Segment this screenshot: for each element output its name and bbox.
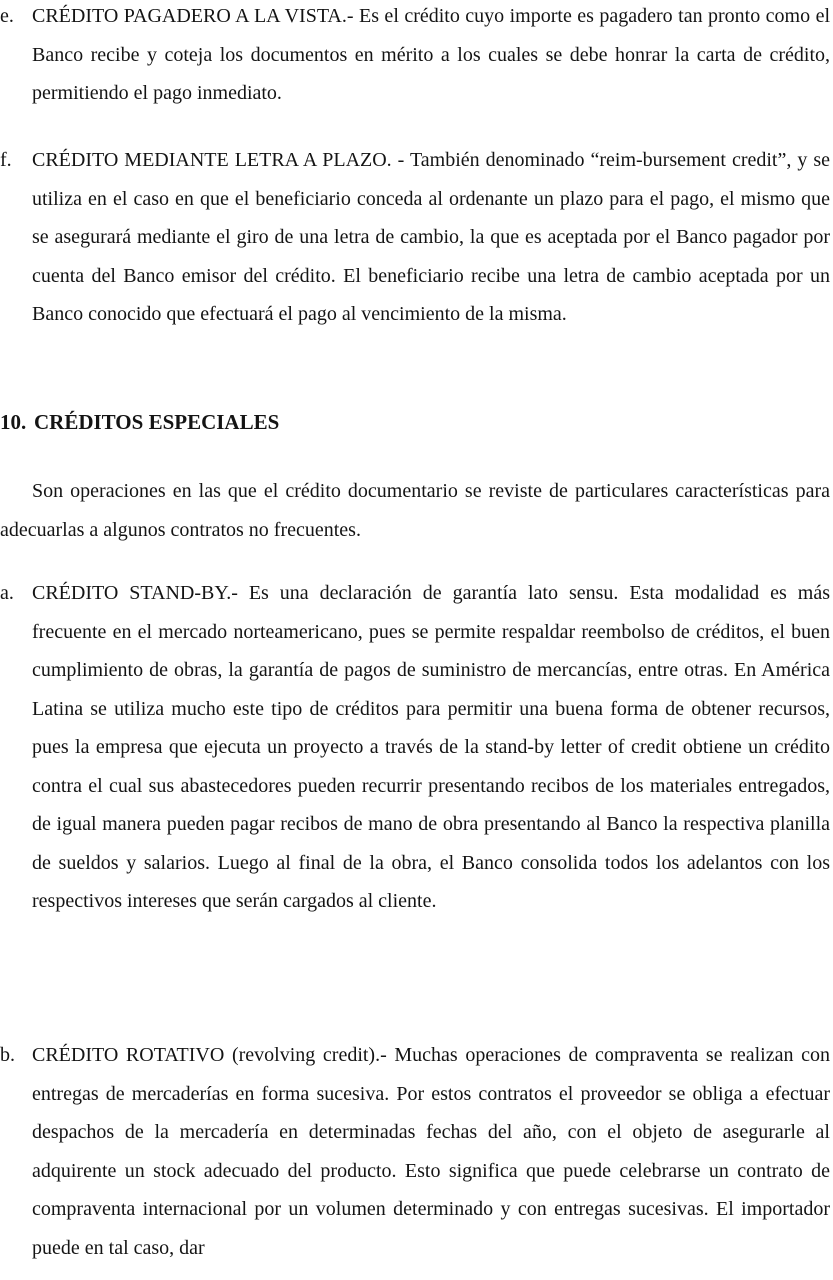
list-item-b [0, 1036, 830, 1267]
list-item-text: CRÉDITO ROTATIVO (revolving credit).- Muchas operaciones de compraventa se realizan con entregas de mercaderías en forma sucesiva. Por estos contratos el proveedor se obliga a efectuar despachos de la mercadería en determinadas fechas del año, con el objeto de asegurarle al adquirente un stock adecuado del producto. Esto significa que puede celebrarse un contrato de compraventa internacional por un volumen determinado y con entregas sucesivas. El importador puede en tal caso, dar [32, 1044, 830, 1259]
list-item-text: CRÉDITO MEDIANTE LETRA A PLAZO. - También denominado “reim-bursement credit”, y se utiliza en el caso en que el beneficiario conceda al ordenante un plazo para el pago, el mismo que se asegurará mediante el giro de una letra de cambio, la que es aceptada por el Banco pagador por cuenta del Banco emisor del crédito. El beneficiario recibe una letra de cambio aceptada por un Banco conocido que efectuará el pago al vencimiento de la misma. [32, 149, 830, 325]
section-title: CRÉDITOS ESPECIALES [34, 410, 280, 434]
section-number: 10. [0, 410, 27, 434]
list-item-text: CRÉDITO STAND-BY.- Es una declaración de garantía lato sensu. Esta modalidad es más frecuente en el mercado norteamericano, pues se permite respaldar reembolso de créditos, el buen cumplimiento de obras, la garantía de pagos de suministro de mercancías, entre otras. En América Latina se utiliza mucho este tipo de créditos para permitir una buena forma de obtener recursos, pues la empresa que ejecuta un proyecto a través de la stand-by letter of credit obtiene un crédito contra el cual sus abastecedores pueden recurrir presentando recibos de los materiales entregados, de igual manera pueden pagar recibos de mano de obra presentando al Banco la respectiva planilla de sueldos y salarios. Luego al final de la obra, el Banco consolida todos los adelantos con los respectivos intereses que serán cargados al cliente. [32, 582, 830, 912]
list-item-text: CRÉDITO PAGADERO A LA VISTA.- Es el crédito cuyo importe es pagadero tan pronto como el Banco recibe y coteja los documentos en mérito a los cuales se debe honrar la carta de crédito, permitiendo el pago inmediato. [32, 5, 830, 104]
list-marker: a. [0, 582, 14, 604]
section-intro: Son operaciones en las que el crédito documentario se reviste de particulares características para adecuarlas a algunos contratos no frecuentes. [0, 480, 830, 541]
list-item-e [0, 0, 830, 113]
section-heading [0, 410, 279, 435]
list-marker: e. [0, 5, 14, 27]
list-item-a [0, 574, 830, 921]
list-marker: b. [0, 1044, 15, 1066]
list-marker: f. [0, 149, 12, 171]
list-item-f [0, 141, 830, 334]
